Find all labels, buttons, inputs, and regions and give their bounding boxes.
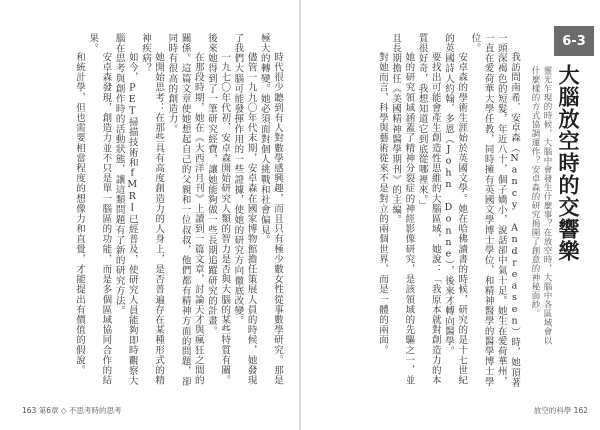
paragraph: 對她而言，科學與藝術從來不是對立的兩個世界，而是一體的兩面。 (376, 52, 388, 355)
paragraph: 時代很少聽到有人對數學感興趣，而且只有極少數女性從事數學研究。那是極大的轉變。她必須面對個人挑戰和社會偏見。 (258, 33, 283, 386)
left-page-body (22, 33, 284, 395)
paragraph: 儘管一九九〇年代末期，安卓森在國家博物館擔任策展人員的時候，她發現了我們大腦可能發揮作用的一些證據，使她的研究方向徹底改變。 (232, 33, 257, 386)
paragraph: 安卓森發現，創造力並不只是單一腦區的功能，而是多個區域協同合作的結果。 (87, 33, 112, 386)
paragraph: 安卓森的學術生涯始於英國文學。她在哈佛讀書的時候，研究的是十七世紀的英國詩人約翰．多恩（John Donne），後來才轉向醫學。 (442, 33, 468, 386)
paragraph: 一九七〇年代初，安卓森開始研究人類的智力是否與大腦的某些特質有關。後來她得到了一筆研究經費，讓她能夠做一些長期追蹤研究的計畫。 (205, 33, 231, 386)
right-page (301, 0, 600, 430)
paragraph: 在那段時期，她在《大西洋月刊》上讀到一篇文章，討論天才與瘋狂之間的關係。這篇文章使她想起自己的父親和一位叔叔，他們都有精神方面的問題，卻同時有很高的創造力。 (166, 33, 204, 387)
right-page-body (309, 33, 521, 395)
chapter-number-badge: 6-3 (554, 26, 594, 56)
paragraph: 如今，PET掃描技術和fMRI已經普及，使研究人員能夠即時觀察大腦在思考與創作時的活動狀態，讓這類問題有了新的研究方法。 (113, 33, 138, 386)
paragraph: 和統計學，但也需要相當程度的想像力和直覺，才能提出有價值的假說。 (73, 52, 85, 376)
chapter-title: 大腦放空時的交響樂 (556, 64, 580, 262)
paragraph: 她開始思考：在那些具有高度創造力的人身上，是否普遍存在某種形式的精神疾病？ (139, 33, 165, 386)
left-page-footer: 163 第6章 ◇ 不思考時的思考 (22, 406, 122, 415)
paragraph: 我訪問南希．安卓森（Nancy Andreasen）時，她頂著一頭深褐色的短髮，年近八十，個子嬌小，說話卻中氣十足。她生在愛荷華州，一直在愛荷華大學任教，同時擁有英國文學博士學位，和精神醫學的醫學博士學位。 (469, 33, 520, 388)
right-page-footer: 放空的科學 162 (533, 406, 588, 415)
left-page (0, 0, 299, 430)
chapter-lead: 靈光乍現的時候，大腦中會發生什麼事？在放空時，大腦中各區域會以什麼樣的方式協調運作？安卓森的研究揭開了創意的神秘面紗。 (530, 66, 552, 345)
paragraph: 要找出可能會產生創造性思維的大腦區域，她說：「我原本就對創造力的本質很好奇，我想知道它到底從哪裡來。」 (416, 33, 441, 386)
paragraph: 她的研究領域涵蓋了精神分裂症的神經影像研究，是該領域的先驅之一，並且長期擔任《美國精神醫學期刊》的主編。 (390, 33, 415, 386)
